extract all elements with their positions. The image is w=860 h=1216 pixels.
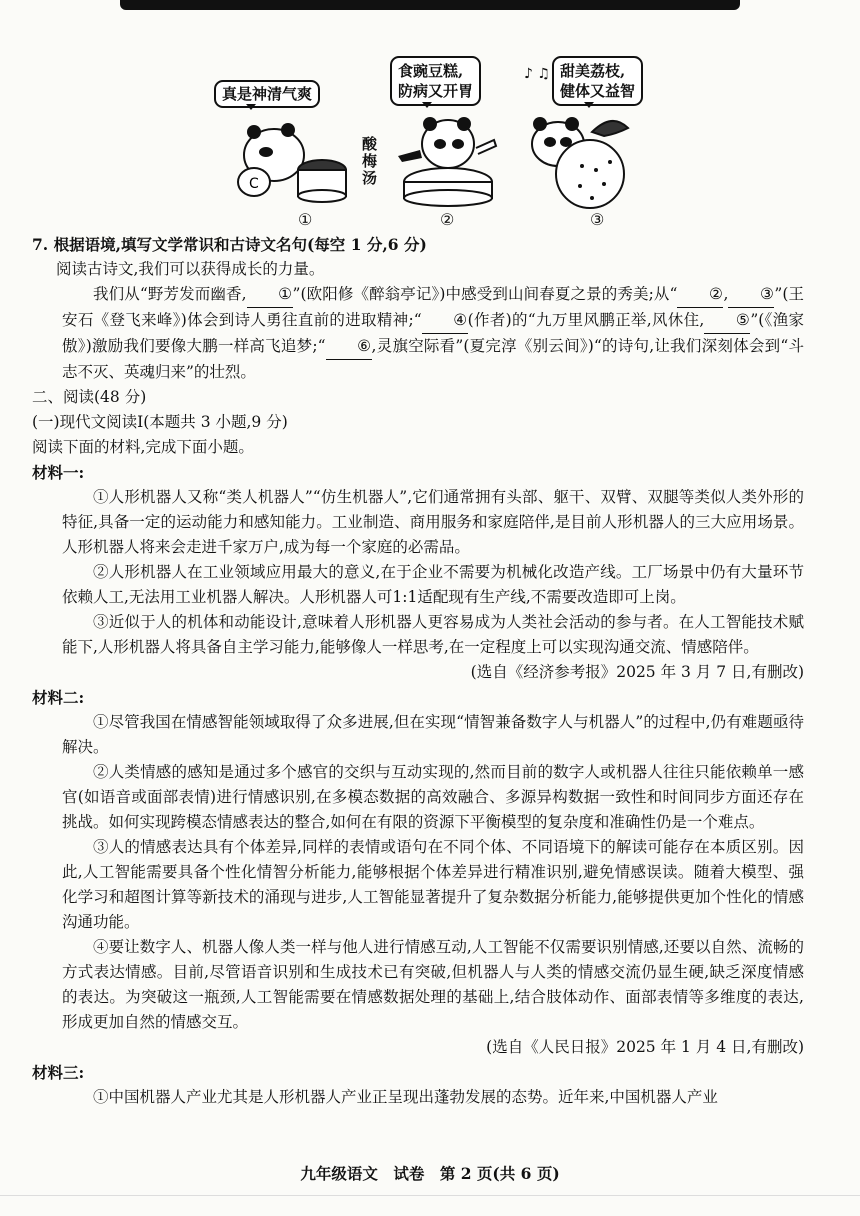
illustration-panel-3	[520, 48, 670, 238]
speech-line: 甜美荔枝,	[560, 62, 626, 80]
page-body	[32, 232, 804, 1110]
svg-text:C: C	[249, 176, 259, 192]
question-7-title: 7. 根据语境,填写文学常识和古诗文名句(每空 1 分,6 分)	[32, 235, 427, 254]
material-3-heading: 材料三:	[32, 1063, 85, 1082]
speech-line: 防病又开胃	[398, 82, 474, 100]
material-1-paragraph: ③近似于人的机体和动能设计,意味着人形机器人更容易成为人类社会活动的参与者。在人工智能技术赋能下,人形机器人将具备自主学习能力,能够像人一样思考,在一定程度上可以实现沟通交流、情感陪伴。	[62, 613, 804, 656]
material-3-paragraph: ①中国机器人产业尤其是人形机器人产业正呈现出蓬勃发展的态势。近年来,中国机器人产业	[93, 1088, 718, 1106]
material-2-paragraph: ②人类情感的感知是通过多个感官的交织与互动实现的,然而目前的数字人或机器人往往只能依赖单一感官(如语音或面部表情)进行情感识别,在多模态数据的高效融合、多源异构数据一致性和时间同步方面还存在挑战。如何实现跨模态情感表达的整合,如何在有限的资源下平衡模型的复杂度和准确性仍是一个难点。	[62, 763, 804, 831]
passage-text: (作者)的“九万里风鹏正举,风休住,	[467, 311, 705, 329]
question-7-intro: 阅读古诗文,我们可以获得成长的力量。	[56, 260, 325, 278]
blank-4[interactable]: ④	[422, 308, 468, 334]
music-note-icon: ♪ ♫	[524, 66, 550, 82]
speech-line: 食豌豆糕,	[398, 62, 464, 80]
material-2-heading: 材料二:	[32, 688, 85, 707]
material-1-source: (选自《经济参考报》2025 年 3 月 7 日,有删改)	[470, 663, 804, 681]
top-scan-edge	[120, 0, 740, 10]
section-2-instruction: 阅读下面的材料,完成下面小题。	[32, 438, 254, 456]
panel-number-1: ①	[298, 210, 313, 229]
illustration-panel-1	[190, 48, 378, 238]
passage-text: 我们从“野芳发而幽香,	[93, 285, 247, 303]
blank-3[interactable]: ③	[728, 282, 774, 308]
panda-drinking-drawing	[232, 110, 352, 210]
blank-2[interactable]: ②	[677, 282, 723, 308]
material-1-heading: 材料一:	[32, 463, 85, 482]
material-1-paragraph: ①人形机器人又称“类人机器人”“仿生机器人”,它们通常拥有头部、躯干、双臂、双腿等类似人类外形的特征,具备一定的运动能力和感知能力。工业制造、商用服务和家庭陪伴,是目前人形机器人的三大应用场景。人形机器人将来会走进千家万户,成为每一个家庭的必需品。	[62, 488, 804, 556]
speech-bubble-3	[552, 56, 643, 106]
illustration-row	[190, 48, 670, 238]
material-2-paragraph: ③人的情感表达具有个体差异,同样的表情或语句在不同个体、不同语境下的解读可能存在本质区别。因此,人工智能需要具备个性化情智分析能力,能够根据个体差异进行精准识别,避免情感误读。随着大模型、强化学习和超图计算等新技术的涌现与进步,人工智能显著提升了复杂数据分析能力,能够提供更加个性化的情感沟通功能。	[62, 838, 804, 931]
passage-text: ,灵旗空际看”(夏完淳《别云间》)“的诗句,让我们深刻体会到“斗志不灭、英魂归来”的壮烈。	[62, 337, 804, 381]
panda-on-cake-drawing	[390, 110, 510, 210]
blank-5[interactable]: ⑤	[704, 308, 750, 334]
page-footer: 九年级语文 试卷 第 2 页(共 6 页)	[300, 1164, 560, 1183]
passage-text: ”(《渔家傲》)激励我们要像大鹏一样高飞追梦;“	[62, 311, 804, 355]
panda-with-lychee-drawing	[520, 112, 650, 212]
passage-text: ”(欧阳修《醉翁亭记》)中感受到山间春夏之景的秀美;从“	[292, 285, 678, 303]
section-2-title: 二、阅读(48 分)	[32, 388, 147, 406]
material-2-paragraph: ④要让数字人、机器人像人类一样与他人进行情感互动,人工智能不仅需要识别情感,还要以自然、流畅的方式表达情感。目前,尽管语音识别和生成技术已有突破,但机器人与人类的情感交流仍显生硬,缺乏深度情感的表达。为突破这一瓶颈,人工智能需要在情感数据处理的基础上,结合肢体动作、面部表情等多维度的表达,形成更加自然的情感交互。	[62, 938, 804, 1031]
passage-text: ,	[723, 285, 729, 303]
sour-plum-drink-label: 酸梅汤	[362, 135, 378, 187]
panel-number-3: ③	[590, 210, 605, 229]
speech-bubble-1: 真是神清气爽	[214, 80, 320, 108]
material-1-paragraph: ②人形机器人在工业领域应用最大的意义,在于企业不需要为机械化改造产线。工厂场景中仍有大量环节依赖人工,无法用工业机器人解决。人形机器人可1:1适配现有生产线,不需要改造即可上岗。	[62, 563, 804, 606]
passage-text: ”(王安石《登飞来峰》)体会到诗人勇往直前的进取精神;“	[62, 285, 804, 329]
bottom-divider	[0, 1195, 860, 1196]
blank-1[interactable]: ①	[247, 282, 293, 308]
section-2-subtitle: (一)现代文阅读Ⅰ(本题共 3 小题,9 分)	[32, 413, 288, 431]
speech-line: 健体又益智	[560, 82, 636, 100]
panel-number-2: ②	[440, 210, 455, 229]
material-2-source: (选自《人民日报》2025 年 1 月 4 日,有删改)	[486, 1038, 804, 1056]
speech-bubble-2	[390, 56, 481, 106]
material-2-paragraph: ①尽管我国在情感智能领域取得了众多进展,但在实现“情智兼备数字人与机器人”的过程中,仍有难题亟待解决。	[62, 713, 804, 756]
illustration-panel-2	[390, 48, 540, 238]
blank-6[interactable]: ⑥	[326, 334, 372, 360]
question-7-passage	[62, 282, 804, 385]
